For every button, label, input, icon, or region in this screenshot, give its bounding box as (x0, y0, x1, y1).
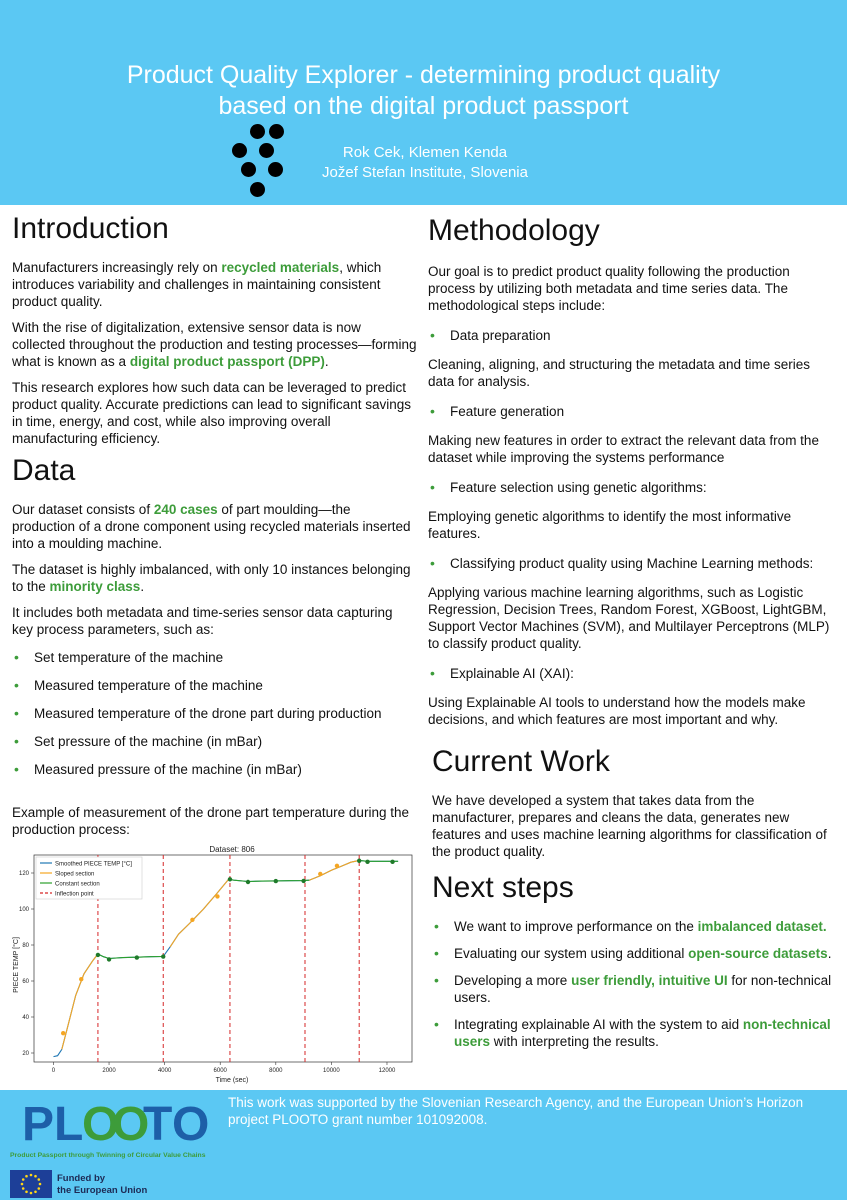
right-column (428, 205, 838, 1050)
method-step-title: • Explainable AI (XAI): (428, 665, 838, 682)
constant-point (365, 860, 369, 864)
current-work-heading: Current Work (432, 745, 610, 778)
x-tick-label: 2000 (102, 1068, 116, 1074)
methodology-intro: Our goal is to predict product quality following the production process by utilizing both metadata and time series data. The methodological steps include: (428, 264, 790, 313)
funding-text: This work was supported by the Slovenian Research Agency, and the European Union’s Horizon project PLOOTO grant number 101092008. (228, 1095, 804, 1127)
highlight-non-technical: non-technical users (454, 1017, 831, 1049)
sloped-point (79, 977, 83, 981)
data-paragraph-2: The dataset is highly imbalanced, with only 10 instances belonging to the minority class. (12, 562, 411, 594)
chart-caption: Example of measurement of the drone part temperature during the production process: (12, 805, 409, 837)
chart-xlabel: Time (sec) (215, 1077, 249, 1084)
plooto-letter: O (172, 1098, 210, 1150)
x-tick-label: 4000 (157, 1068, 172, 1074)
method-step-title: • Data preparation (428, 327, 838, 344)
eu-line-2: the European Union (57, 1185, 148, 1196)
method-step-title: • Feature selection using genetic algorithms: (428, 479, 838, 496)
plooto-letter: O (112, 1098, 150, 1150)
next-step-bullet: • We want to improve performance on the imbalanced dataset. (432, 918, 838, 935)
constant-point (161, 954, 165, 958)
constant-point (228, 877, 232, 881)
method-step-title: • Feature generation (428, 403, 838, 420)
poster-title (60, 60, 787, 122)
sloped-point (318, 872, 322, 876)
x-tick-label: 8000 (269, 1068, 283, 1074)
y-tick-label: 20 (22, 1051, 29, 1057)
left-column (12, 205, 417, 838)
method-step-desc: Cleaning, aligning, and structuring the metadata and time series data for analysis. (428, 357, 810, 389)
title-line-2: based on the digital product passport (218, 92, 629, 120)
data-bullet: • Set pressure of the machine (in mBar) (12, 733, 417, 750)
x-tick-label: 10000 (323, 1068, 340, 1074)
temperature-chart (8, 840, 416, 1085)
authors-block (300, 143, 550, 183)
constant-point (135, 955, 139, 959)
y-tick-label: 60 (22, 979, 29, 985)
method-step-desc: Applying various machine learning algorithms, such as Logistic Regression, Decision Trees, Random Forest, XGBoost, LightGBM, Support Vector Machines (SVM), and Multilayer Perceptrons (MLP) to classify product quality. (428, 585, 830, 651)
x-tick-label: 12000 (378, 1068, 396, 1074)
legend-entry: Smoothed PIECE TEMP [°C] (55, 861, 132, 868)
y-tick-label: 100 (18, 907, 29, 913)
chart-legend (36, 857, 142, 899)
highlight-imbalanced: imbalanced dataset. (697, 919, 827, 934)
plooto-letter: O (82, 1098, 120, 1150)
chart-title: Dataset: 806 (209, 845, 255, 854)
highlight-open-source: open-source datasets (688, 946, 828, 961)
sloped-point (215, 894, 219, 898)
temperature-chart-svg (8, 840, 416, 1085)
data-bullet: • Measured temperature of the machine (12, 677, 417, 694)
sloped-point (335, 864, 339, 868)
constant-point (390, 860, 394, 864)
y-tick-label: 120 (18, 871, 29, 877)
plooto-letter: T (143, 1098, 173, 1150)
institute: Jožef Stefan Institute, Slovenia (322, 164, 528, 181)
data-bullet: • Measured pressure of the machine (in mBar) (12, 761, 417, 778)
constant-point (107, 957, 111, 961)
current-work-text: We have developed a system that takes data from the manufacturer, prepares and cleans the data, generates new features and uses machine learning algorithms for classification of the product quality. (432, 793, 827, 859)
poster-footer (0, 1090, 847, 1200)
x-tick-label: 6000 (213, 1068, 227, 1074)
constant-point (274, 879, 278, 883)
eu-flag-icon (10, 1170, 52, 1198)
method-step-desc: Employing genetic algorithms to identify the most informative features. (428, 509, 792, 541)
highlight-user-friendly: user friendly, intuitive UI (571, 973, 728, 988)
intro-paragraph-1: Manufacturers increasingly rely on recycled materials, which introduces variability and challenges in maintaining consistent product quality. (12, 260, 382, 309)
data-bullet: • Measured temperature of the drone part during production (12, 705, 417, 722)
next-step-bullet: • Developing a more user friendly, intuitive UI for non-technical users. (432, 972, 838, 1006)
poster-header (0, 0, 847, 205)
x-tick-label: 0 (51, 1068, 56, 1074)
sloped-point (61, 1031, 65, 1035)
intro-paragraph-3: This research explores how such data can be leveraged to predict product quality. Accurate predictions can lead to significant savings in time, energy, and cost, while also improving overall manufacturing efficiency. (12, 380, 411, 446)
legend-entry: Inflection point (55, 891, 94, 898)
chart-ylabel: PIECE TEMP [°C] (13, 937, 20, 993)
next-step-bullet: • Integrating explainable AI with the system to aid non-technical users with interpreting the results. (432, 1016, 838, 1050)
method-step-desc: Using Explainable AI tools to understand how the models make decisions, and which features are most important and why. (428, 695, 806, 727)
intro-paragraph-2: With the rise of digitalization, extensive sensor data is now collected throughout the production and testing processes—forming what is known as a digital product passport (DPP). (12, 320, 417, 369)
highlight-dpp: digital product passport (DPP) (129, 354, 325, 369)
y-tick-label: 80 (22, 943, 29, 949)
data-paragraph-3: It includes both metadata and time-series sensor data capturing key process parameters, such as: (12, 605, 393, 637)
constant-point (96, 953, 100, 957)
data-paragraph-1: Our dataset consists of 240 cases of part moulding—the production of a drone component using recycled materials inserted into a moulding machine. (12, 502, 411, 551)
highlight-240-cases: 240 cases (153, 502, 218, 517)
plooto-logo (10, 1090, 220, 1150)
highlight-minority-class: minority class (49, 579, 141, 594)
sloped-point (190, 918, 194, 922)
constant-point (246, 880, 250, 884)
legend-entry: Sloped section (55, 871, 95, 878)
data-heading: Data (12, 454, 76, 487)
next-steps-heading: Next steps (432, 871, 574, 904)
eu-funding-label (57, 1173, 147, 1197)
eu-line-1: Funded by (57, 1173, 106, 1184)
plooto-letter: L (54, 1098, 84, 1150)
legend-entry: Constant section (55, 881, 100, 888)
highlight-recycled-materials: recycled materials (221, 260, 340, 275)
title-line-1: Product Quality Explorer - determining product quality (126, 61, 721, 89)
plooto-letter: P (22, 1098, 55, 1150)
methodology-heading: Methodology (428, 214, 600, 247)
constant-point (357, 859, 361, 863)
institute-logo-icon (228, 124, 298, 200)
authors: Rok Cek, Klemen Kenda (342, 144, 508, 161)
introduction-heading: Introduction (12, 212, 169, 245)
method-step-desc: Making new features in order to extract the relevant data from the dataset while improving the systems performance (428, 433, 819, 465)
data-bullet: • Set temperature of the machine (12, 649, 417, 666)
next-step-bullet: • Evaluating our system using additional open-source datasets. (432, 945, 838, 962)
constant-point (301, 879, 305, 883)
method-step-title: • Classifying product quality using Machine Learning methods: (428, 555, 838, 572)
plooto-tagline: Product Passport through Twinning of Circular Value Chains (10, 1152, 206, 1159)
y-tick-label: 40 (22, 1015, 29, 1021)
